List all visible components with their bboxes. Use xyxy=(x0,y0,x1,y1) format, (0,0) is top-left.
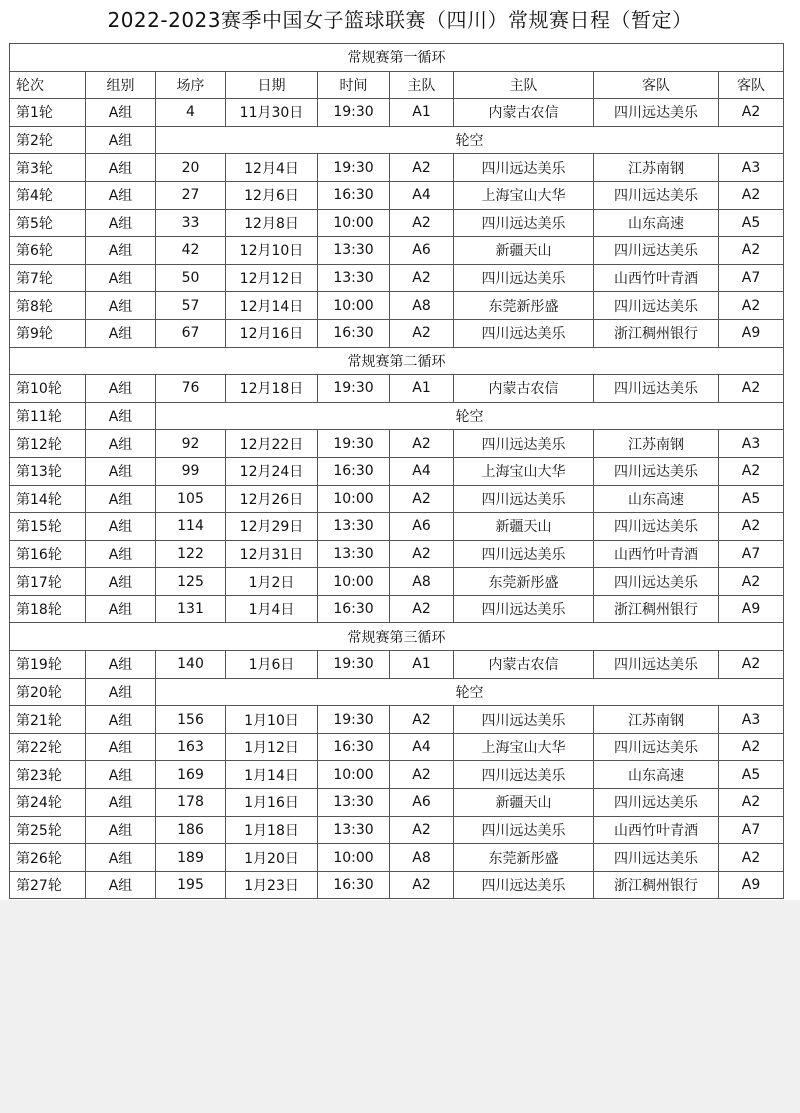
home-code-cell: A6 xyxy=(390,513,454,541)
away-code-cell: A7 xyxy=(719,816,784,844)
time-cell: 10:00 xyxy=(318,292,390,320)
home-team-cell: 四川远达美乐 xyxy=(454,761,594,789)
round-cell: 第2轮 xyxy=(10,126,86,154)
away-code-cell: A5 xyxy=(719,761,784,789)
seq-cell: 114 xyxy=(156,513,226,541)
home-code-cell: A2 xyxy=(390,706,454,734)
home-team-cell: 四川远达美乐 xyxy=(454,485,594,513)
home-code-cell: A2 xyxy=(390,595,454,623)
away-team-cell: 四川远达美乐 xyxy=(594,457,719,485)
table-row xyxy=(10,430,784,458)
away-team-cell: 江苏南钢 xyxy=(594,706,719,734)
table-row xyxy=(10,457,784,485)
home-code-cell: A4 xyxy=(390,181,454,209)
group-cell: A组 xyxy=(86,99,156,127)
date-cell: 11月30日 xyxy=(226,99,318,127)
section-header-row xyxy=(10,347,784,375)
group-cell: A组 xyxy=(86,237,156,265)
away-team-cell: 四川远达美乐 xyxy=(594,844,719,872)
date-cell: 12月26日 xyxy=(226,485,318,513)
table-row xyxy=(10,595,784,623)
home-team-cell: 东莞新彤盛 xyxy=(454,568,594,596)
round-cell: 第7轮 xyxy=(10,264,86,292)
home-code-cell: A2 xyxy=(390,154,454,182)
away-team-cell: 浙江稠州银行 xyxy=(594,595,719,623)
seq-cell: 27 xyxy=(156,181,226,209)
table-row xyxy=(10,733,784,761)
date-cell: 1月4日 xyxy=(226,595,318,623)
seq-cell: 105 xyxy=(156,485,226,513)
away-code-cell: A2 xyxy=(719,513,784,541)
seq-cell: 178 xyxy=(156,789,226,817)
date-cell: 1月2日 xyxy=(226,568,318,596)
table-row xyxy=(10,513,784,541)
away-code-cell: A9 xyxy=(719,319,784,347)
group-cell: A组 xyxy=(86,375,156,403)
seq-cell: 195 xyxy=(156,871,226,899)
round-cell: 第12轮 xyxy=(10,430,86,458)
group-cell: A组 xyxy=(86,789,156,817)
table-row xyxy=(10,181,784,209)
away-team-cell: 山东高速 xyxy=(594,761,719,789)
away-team-cell: 江苏南钢 xyxy=(594,154,719,182)
home-code-cell: A8 xyxy=(390,844,454,872)
date-cell: 1月18日 xyxy=(226,816,318,844)
home-code-cell: A8 xyxy=(390,292,454,320)
seq-cell: 131 xyxy=(156,595,226,623)
home-code-cell: A2 xyxy=(390,816,454,844)
home-team-cell: 四川远达美乐 xyxy=(454,319,594,347)
time-cell: 16:30 xyxy=(318,319,390,347)
away-code-cell: A2 xyxy=(719,789,784,817)
away-code-cell: A2 xyxy=(719,457,784,485)
away-team-cell: 四川远达美乐 xyxy=(594,651,719,679)
seq-cell: 42 xyxy=(156,237,226,265)
seq-cell: 92 xyxy=(156,430,226,458)
date-cell: 12月24日 xyxy=(226,457,318,485)
home-code-cell: A2 xyxy=(390,540,454,568)
round-cell: 第17轮 xyxy=(10,568,86,596)
away-code-cell: A3 xyxy=(719,154,784,182)
away-code-cell: A7 xyxy=(719,264,784,292)
round-cell: 第18轮 xyxy=(10,595,86,623)
round-cell: 第9轮 xyxy=(10,319,86,347)
seq-cell: 125 xyxy=(156,568,226,596)
home-code-cell: A4 xyxy=(390,457,454,485)
away-code-cell: A2 xyxy=(719,733,784,761)
group-cell: A组 xyxy=(86,402,156,430)
seq-cell: 156 xyxy=(156,706,226,734)
group-cell: A组 xyxy=(86,540,156,568)
away-code-cell: A2 xyxy=(719,844,784,872)
group-cell: A组 xyxy=(86,678,156,706)
col-header-time: 时间 xyxy=(318,71,390,99)
date-cell: 12月22日 xyxy=(226,430,318,458)
away-code-cell: A2 xyxy=(719,181,784,209)
time-cell: 10:00 xyxy=(318,844,390,872)
time-cell: 19:30 xyxy=(318,430,390,458)
table-row xyxy=(10,678,784,706)
col-header-home-team: 主队 xyxy=(454,71,594,99)
home-team-cell: 内蒙古农信 xyxy=(454,651,594,679)
col-header-away-team: 客队 xyxy=(594,71,719,99)
away-code-cell: A3 xyxy=(719,706,784,734)
date-cell: 1月6日 xyxy=(226,651,318,679)
time-cell: 16:30 xyxy=(318,181,390,209)
table-row xyxy=(10,402,784,430)
date-cell: 12月12日 xyxy=(226,264,318,292)
time-cell: 13:30 xyxy=(318,237,390,265)
date-cell: 12月4日 xyxy=(226,154,318,182)
table-row xyxy=(10,99,784,127)
seq-cell: 67 xyxy=(156,319,226,347)
group-cell: A组 xyxy=(86,126,156,154)
away-team-cell: 浙江稠州银行 xyxy=(594,319,719,347)
group-cell: A组 xyxy=(86,264,156,292)
group-cell: A组 xyxy=(86,651,156,679)
table-row xyxy=(10,761,784,789)
home-team-cell: 上海宝山大华 xyxy=(454,457,594,485)
time-cell: 10:00 xyxy=(318,568,390,596)
col-header-home-code: 主队 xyxy=(390,71,454,99)
time-cell: 19:30 xyxy=(318,375,390,403)
home-code-cell: A1 xyxy=(390,651,454,679)
date-cell: 1月20日 xyxy=(226,844,318,872)
round-cell: 第21轮 xyxy=(10,706,86,734)
bye-cell: 轮空 xyxy=(156,678,784,706)
away-code-cell: A2 xyxy=(719,651,784,679)
group-cell: A组 xyxy=(86,292,156,320)
seq-cell: 50 xyxy=(156,264,226,292)
table-row xyxy=(10,292,784,320)
group-cell: A组 xyxy=(86,816,156,844)
away-code-cell: A2 xyxy=(719,292,784,320)
away-code-cell: A2 xyxy=(719,237,784,265)
col-header-group: 组别 xyxy=(86,71,156,99)
home-team-cell: 四川远达美乐 xyxy=(454,706,594,734)
table-row xyxy=(10,319,784,347)
home-team-cell: 四川远达美乐 xyxy=(454,816,594,844)
home-team-cell: 新疆天山 xyxy=(454,789,594,817)
away-team-cell: 山东高速 xyxy=(594,485,719,513)
time-cell: 13:30 xyxy=(318,264,390,292)
time-cell: 13:30 xyxy=(318,540,390,568)
date-cell: 12月6日 xyxy=(226,181,318,209)
seq-cell: 76 xyxy=(156,375,226,403)
home-code-cell: A8 xyxy=(390,568,454,596)
home-team-cell: 内蒙古农信 xyxy=(454,375,594,403)
away-team-cell: 四川远达美乐 xyxy=(594,99,719,127)
home-code-cell: A2 xyxy=(390,871,454,899)
time-cell: 19:30 xyxy=(318,651,390,679)
away-team-cell: 四川远达美乐 xyxy=(594,789,719,817)
time-cell: 19:30 xyxy=(318,706,390,734)
away-team-cell: 四川远达美乐 xyxy=(594,568,719,596)
table-row xyxy=(10,209,784,237)
schedule-table xyxy=(9,43,784,899)
col-header-seq: 场序 xyxy=(156,71,226,99)
section-header: 常规赛第一循环 xyxy=(10,44,784,72)
group-cell: A组 xyxy=(86,457,156,485)
home-code-cell: A6 xyxy=(390,789,454,817)
date-cell: 1月14日 xyxy=(226,761,318,789)
home-code-cell: A1 xyxy=(390,99,454,127)
round-cell: 第11轮 xyxy=(10,402,86,430)
round-cell: 第1轮 xyxy=(10,99,86,127)
table-row xyxy=(10,485,784,513)
seq-cell: 4 xyxy=(156,99,226,127)
group-cell: A组 xyxy=(86,733,156,761)
group-cell: A组 xyxy=(86,568,156,596)
round-cell: 第4轮 xyxy=(10,181,86,209)
date-cell: 1月16日 xyxy=(226,789,318,817)
date-cell: 12月8日 xyxy=(226,209,318,237)
table-row xyxy=(10,789,784,817)
home-team-cell: 四川远达美乐 xyxy=(454,154,594,182)
home-code-cell: A2 xyxy=(390,761,454,789)
section-header: 常规赛第三循环 xyxy=(10,623,784,651)
table-row xyxy=(10,126,784,154)
col-header-date: 日期 xyxy=(226,71,318,99)
home-team-cell: 四川远达美乐 xyxy=(454,430,594,458)
seq-cell: 99 xyxy=(156,457,226,485)
home-team-cell: 四川远达美乐 xyxy=(454,540,594,568)
section-header-row xyxy=(10,44,784,72)
away-team-cell: 江苏南钢 xyxy=(594,430,719,458)
table-row xyxy=(10,816,784,844)
away-code-cell: A7 xyxy=(719,540,784,568)
column-header-row xyxy=(10,71,784,99)
round-cell: 第10轮 xyxy=(10,375,86,403)
group-cell: A组 xyxy=(86,485,156,513)
round-cell: 第20轮 xyxy=(10,678,86,706)
table-row xyxy=(10,568,784,596)
away-code-cell: A5 xyxy=(719,209,784,237)
round-cell: 第5轮 xyxy=(10,209,86,237)
group-cell: A组 xyxy=(86,209,156,237)
seq-cell: 169 xyxy=(156,761,226,789)
group-cell: A组 xyxy=(86,154,156,182)
away-team-cell: 山东高速 xyxy=(594,209,719,237)
group-cell: A组 xyxy=(86,319,156,347)
group-cell: A组 xyxy=(86,181,156,209)
time-cell: 13:30 xyxy=(318,513,390,541)
group-cell: A组 xyxy=(86,706,156,734)
table-row xyxy=(10,651,784,679)
date-cell: 12月14日 xyxy=(226,292,318,320)
away-code-cell: A5 xyxy=(719,485,784,513)
home-team-cell: 四川远达美乐 xyxy=(454,595,594,623)
table-row xyxy=(10,154,784,182)
away-code-cell: A9 xyxy=(719,595,784,623)
time-cell: 13:30 xyxy=(318,789,390,817)
away-team-cell: 四川远达美乐 xyxy=(594,237,719,265)
seq-cell: 189 xyxy=(156,844,226,872)
section-header: 常规赛第二循环 xyxy=(10,347,784,375)
round-cell: 第16轮 xyxy=(10,540,86,568)
schedule-body xyxy=(10,99,784,899)
away-team-cell: 浙江稠州银行 xyxy=(594,871,719,899)
home-team-cell: 新疆天山 xyxy=(454,513,594,541)
home-team-cell: 内蒙古农信 xyxy=(454,99,594,127)
col-header-away-code: 客队 xyxy=(719,71,784,99)
home-team-cell: 东莞新彤盛 xyxy=(454,844,594,872)
home-team-cell: 四川远达美乐 xyxy=(454,264,594,292)
away-team-cell: 四川远达美乐 xyxy=(594,375,719,403)
date-cell: 1月12日 xyxy=(226,733,318,761)
round-cell: 第3轮 xyxy=(10,154,86,182)
away-code-cell: A2 xyxy=(719,99,784,127)
round-cell: 第25轮 xyxy=(10,816,86,844)
home-team-cell: 上海宝山大华 xyxy=(454,733,594,761)
group-cell: A组 xyxy=(86,595,156,623)
away-team-cell: 山西竹叶青酒 xyxy=(594,540,719,568)
seq-cell: 163 xyxy=(156,733,226,761)
time-cell: 10:00 xyxy=(318,209,390,237)
home-code-cell: A4 xyxy=(390,733,454,761)
bye-cell: 轮空 xyxy=(156,402,784,430)
away-code-cell: A9 xyxy=(719,871,784,899)
seq-cell: 140 xyxy=(156,651,226,679)
home-team-cell: 四川远达美乐 xyxy=(454,871,594,899)
table-row xyxy=(10,871,784,899)
away-code-cell: A3 xyxy=(719,430,784,458)
away-team-cell: 四川远达美乐 xyxy=(594,292,719,320)
round-cell: 第22轮 xyxy=(10,733,86,761)
home-code-cell: A2 xyxy=(390,209,454,237)
home-code-cell: A2 xyxy=(390,485,454,513)
round-cell: 第27轮 xyxy=(10,871,86,899)
round-cell: 第26轮 xyxy=(10,844,86,872)
table-row xyxy=(10,706,784,734)
home-team-cell: 上海宝山大华 xyxy=(454,181,594,209)
round-cell: 第13轮 xyxy=(10,457,86,485)
date-cell: 12月16日 xyxy=(226,319,318,347)
home-code-cell: A2 xyxy=(390,264,454,292)
away-team-cell: 四川远达美乐 xyxy=(594,513,719,541)
date-cell: 12月18日 xyxy=(226,375,318,403)
page-title: 2022-2023赛季中国女子篮球联赛（四川）常规赛日程（暂定） xyxy=(107,8,693,32)
col-header-round: 轮次 xyxy=(10,71,86,99)
bye-cell: 轮空 xyxy=(156,126,784,154)
home-code-cell: A2 xyxy=(390,319,454,347)
group-cell: A组 xyxy=(86,844,156,872)
away-team-cell: 山西竹叶青酒 xyxy=(594,264,719,292)
time-cell: 16:30 xyxy=(318,733,390,761)
home-team-cell: 新疆天山 xyxy=(454,237,594,265)
group-cell: A组 xyxy=(86,513,156,541)
group-cell: A组 xyxy=(86,430,156,458)
round-cell: 第19轮 xyxy=(10,651,86,679)
time-cell: 10:00 xyxy=(318,485,390,513)
away-code-cell: A2 xyxy=(719,375,784,403)
time-cell: 19:30 xyxy=(318,154,390,182)
round-cell: 第6轮 xyxy=(10,237,86,265)
date-cell: 1月10日 xyxy=(226,706,318,734)
section-header-row xyxy=(10,623,784,651)
home-code-cell: A1 xyxy=(390,375,454,403)
away-team-cell: 四川远达美乐 xyxy=(594,733,719,761)
table-row xyxy=(10,264,784,292)
seq-cell: 57 xyxy=(156,292,226,320)
table-row xyxy=(10,844,784,872)
date-cell: 12月31日 xyxy=(226,540,318,568)
seq-cell: 20 xyxy=(156,154,226,182)
time-cell: 19:30 xyxy=(318,99,390,127)
away-team-cell: 山西竹叶青酒 xyxy=(594,816,719,844)
time-cell: 13:30 xyxy=(318,816,390,844)
time-cell: 16:30 xyxy=(318,457,390,485)
home-team-cell: 四川远达美乐 xyxy=(454,209,594,237)
seq-cell: 122 xyxy=(156,540,226,568)
away-team-cell: 四川远达美乐 xyxy=(594,181,719,209)
group-cell: A组 xyxy=(86,761,156,789)
round-cell: 第24轮 xyxy=(10,789,86,817)
date-cell: 12月10日 xyxy=(226,237,318,265)
home-code-cell: A6 xyxy=(390,237,454,265)
round-cell: 第15轮 xyxy=(10,513,86,541)
away-code-cell: A2 xyxy=(719,568,784,596)
home-team-cell: 东莞新彤盛 xyxy=(454,292,594,320)
table-row xyxy=(10,237,784,265)
group-cell: A组 xyxy=(86,871,156,899)
seq-cell: 186 xyxy=(156,816,226,844)
date-cell: 1月23日 xyxy=(226,871,318,899)
round-cell: 第14轮 xyxy=(10,485,86,513)
table-row xyxy=(10,375,784,403)
seq-cell: 33 xyxy=(156,209,226,237)
home-code-cell: A2 xyxy=(390,430,454,458)
time-cell: 10:00 xyxy=(318,761,390,789)
date-cell: 12月29日 xyxy=(226,513,318,541)
table-row xyxy=(10,540,784,568)
time-cell: 16:30 xyxy=(318,871,390,899)
time-cell: 16:30 xyxy=(318,595,390,623)
round-cell: 第8轮 xyxy=(10,292,86,320)
round-cell: 第23轮 xyxy=(10,761,86,789)
